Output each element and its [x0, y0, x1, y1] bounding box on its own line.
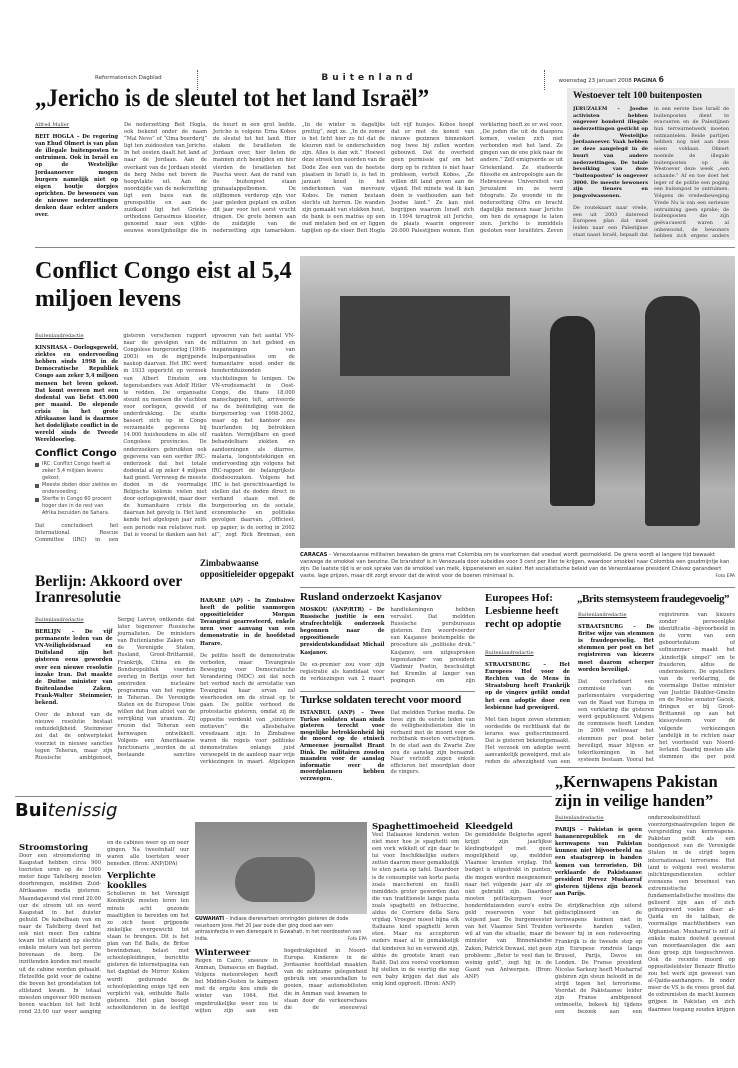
date-page — [392, 75, 664, 84]
headline-jericho: „Jericho is de sleutel tot het land Israël” — [35, 85, 430, 112]
article-lead: MOSKOU (ANP/RTR) – De Russische justitie is een strafrechtelijk onderzoek begonnen naar de oppositionele presidentskandidaat Michail Kasjanov. — [300, 607, 385, 656]
divider — [300, 691, 475, 692]
sidebar-headline: Westoever telt 100 buitenposten — [573, 91, 702, 101]
byline: Buitenlandredactie — [35, 333, 84, 339]
caption-place: CARACAS — [300, 552, 328, 558]
caption-caracas — [300, 552, 735, 580]
article-lead: BEIT HOGLA – De regering van Ehud Olmert is van plan de illegale buitenposten te ontruimen. Ook in Israël en op de Westelijke Jordaanoever mogen burgers namelijk niet op eigen houtje dorpjes oprichten. De bewoners van de nieuwe nederzettingen denken daar echter anders over. — [35, 134, 118, 219]
article-body: Dat concludeert een commissie van de parlementaire vergadering van de Raad van Europa in een verklaring die gisteren werd gepubliceerd. Volgens de commissie heeft Londen in 2006 weliswaar het stemmen per post beter beveiligd, maar blijven er tekortkomingen in het systeem bestaan. Vooral het registreren van kiezers zonder persoonlijke identificatie –bijvoorbeeld in de vorm van een geboortedatum of sofinummer– maakt het „kinderlijk simpel” om te frauderen, aldus de onderzoekers. De opstellers van de verklaring, de voormalige Duitse minister van Justitie Däubler-Gmelin en de Poolse senator Gacek, dringen er bij Groot-Brittannië op aan het kiessysteem voor de volgende verkiezingen landelijk in te richten naar het voorbeeld van Noord-Ierland. Daarbij moeten alle stemmen die per post — [578, 612, 735, 763]
divider — [15, 796, 552, 797]
item-title: Winterweer — [195, 948, 251, 958]
article-lead: STRAATSBURG – De Britse wijze van stemmen is fraudegevoelig. Het stemmen per post en het registreren van kiezers moet daarom scherper worden beveiligd. — [578, 624, 654, 673]
article-lead: STRAATSBURG – Het Europees Hof voor de Rechten van de Mens in Straatsburg heeft Frankrijk op de vingers getikt omdat het een adoptie door een lesbienne had geweigerd. — [485, 662, 570, 711]
headline-berlijn: Berlijn: Akkoord over Iranresolutie — [35, 573, 182, 607]
headline-turkse: Turkse soldaten terecht voor moord — [300, 694, 462, 706]
divider — [300, 587, 735, 588]
article-turkse — [300, 710, 475, 792]
article-lead: PARIJS – Pakistan is geen bananenrepubliek en de kernwapens van Pakistan kunnen niet bijvoorbeeld na een staatsgreep in handen komen van terroristen. Dit verklaarde de Pakistaanse president Pervez Musharraf gisteren tijdens zijn bezoek aan Parijs. — [555, 827, 642, 897]
article-jericho — [35, 122, 563, 238]
page-label: PAGINA — [633, 78, 657, 84]
byline: Buitenlandredactie — [35, 617, 84, 623]
article-zimbabwe — [200, 598, 295, 765]
article-lead: KINSHASA – Oorlogsgeweld, ziektes en ondervoeding hebben sinds 1998 in de Democratische Republiek Congo aan zeker 5,4 miljoen mensen het leven gekost. Dat komt overeen met een dodental van liefst 45.000 per maand. De slepende crisis in het grote Afrikaanse land is daarmee het dodelijkste conflict in de wereld sinds de Tweede Wereldoorlog. — [35, 345, 119, 444]
item-text: Door een stroomstoring in Kaapstad hebben circa 900 toeristen uren op de 1000 meter hoge Tafelberg moeten doorbrengen, meldden Zuid-Afrikaanse media gisteren. Maandagavond viel rond 20.00 uur de stroom uit en werd Kaapstad in het duister gehuld. De kabelbaan van en naar de Tafelberg deed het ook niet meer. Een cabine kwam tot stilstand op slechts enkele meters van het perron bovenaan de berg. De inzittenden konden met moeite uit de cabine worden gehaald. Hetzelfde gold voor de cabine die boven het grondstation tot stilstand kwam. In totaal moesten ongeveer 900 mensen boven wachten tot het licht rond 23.00 uur weer aanging en de cabines weer op en neer gingen. Na tweeënhalf uur waren alle toeristen weer beneden. (Bron: ANP/DPA) — [19, 840, 189, 1016]
caption-place: GUWAHATI — [195, 917, 225, 922]
article-brits — [578, 612, 735, 765]
date: woensdag 23 januari 2008 — [558, 78, 632, 84]
article-body: De nederzetting Beit Hogla, ook bekend onder de naam “Mal Nevo” of “Oma boerderij” ligt ten zuidoosten van Jericho. In het oosten daalt het land af naar de Jordaan. Aan de overkant van de Jordaan steekt de berg Nebo net boven de hoogvlakte uit. Aan de noordzijde van de nederzetting ligt een basis van de grenspolitie en aan de zuidkant ligt het Grieks-orthodoxe Gerasimus klooster, genoemd naar een vijfde-eeuwse woestijnheilige die in de buurt in een grot leefde. Jericho is volgens Erna Kobos de sleutel tot het land. Hier staken de Israëlieten de Jordaan over, hier lieten de mannen zich besnijden en hier vierden de Israëlieten het Pascha weer. Aan de rand van de buitenpost staan granaatappelbomen. De olijfbomen verderop zijn vier jaar geleden geplant en zullen dit jaar voor het eerst vrucht dragen. De grote bomen aan de zuidzijde van de nederzetting zijn tamarisken. „In de winter is dagelijks prettig”, zegt ze. „In de zomer is het licht hier zo fel dat de kleuren niet te onderscheiden zijn. Alles is dan wit.” Hoewel deze streek ten noorden van de Dode Zee een van de heetste plaatsen in Israël is, is het in januari koud in het onderkomen van mevrouw Kobos. De ramen bestaan slechts uit horren. De wanden zijn gemaakt van stukken hout, de bank is een matras op een oud metalen bed en er liggen tapijten op de vloer. Beit Hogla telt vijf huisjes. Kobos hoopt dat er met de komst van nieuwe gezinnen binnenkort nog twee bij zullen worden gebouwd. Dat de overheid geen permissie gaf om het dorp op te richten is niet haar probleem, vertelt Kobos. „Ze willen dit land geven aan de vijand. Het minste wat ik kan doen is vasthouden aan het Joodse land.” Ze kan niet begrijpen waarom Israël zich in 1994 terugtrok uit Jericho, de plaats waarin ongeveer 20.000 Palestijnen wonen. Een verklaring heeft ze er wel voor. „De joden die uit de diaspora komen, voelen zich niet verbonden met het land. Ze gingen van de ene plek naar de andere.” Zelf emigreerde ze uit Griekenland. Ze studeerde filosofie en antropologie aan de Hebreeuwse Universiteit van Jeruzalem en ze werd fotografe. Ze woonde in de nederzetting Ofra en bracht dagelijks mensen naar Jericho om hen de synagoge te laten zien. Jericho is inmiddels gesloten voor Israëliërs. Zeven — [124, 122, 563, 235]
section-logo-buitenissig — [15, 800, 117, 821]
item-title: Kleedgeld — [465, 822, 513, 832]
headline-brits: „Brits stemsysteem fraudegevoelig” — [577, 593, 730, 605]
byline: Buitenlandredactie — [555, 815, 604, 821]
article-kernwapens — [555, 815, 735, 1018]
article-lead: BERLIJN – De vijf permanente leden van de VN-Veiligheidsraad en Duitsland zijn het gisteren eens geworden over een nieuwe resolutie inzake Iran. Dat maakte de Duitse minister van Buitenlandse Zaken, Frank-Walter Steinmeier, bekend. — [35, 629, 113, 707]
headline-europees-hof: Europees Hof: Lesbienne heeft recht op adoptie — [485, 592, 562, 630]
logo-bold: Bui — [15, 800, 48, 821]
photo-rhino — [195, 822, 367, 914]
article-lead: HARARE (AP) – In Zimbabwe heeft de politie vanmorgen oppositieleider Morgan Tsvangirai gearresteerd, enkele uren voor aanvang van een demonstratie in de hoofdstad Harare. — [200, 598, 295, 647]
factbox-item: IRC: Conflict Congo heeft al zeker 5,4 miljoen levens gekost. — [35, 461, 118, 482]
section-title: Buitenland — [321, 73, 417, 83]
article-body: Dat meldden Turkse media. De twee zijn de eerste leden van de veiligheidsdiensten die in verband met de moord voor de rechtbank moeten verschijnen. In de stad aan de Zwarte Zee zou de aanslag zijn beraamd. Naar verluidt zagen enkele officieren het moordplan door de vingers. — [390, 710, 475, 776]
factbox-item: Meeste doden door ziektes en ondervoeding. — [35, 482, 118, 496]
article-rusland — [300, 607, 475, 687]
photo-venezuela-border — [300, 256, 735, 548]
article-body: De strijdkrachten zijn uiterst gedisciplineerd en de kernwapens kunnen niet in verkeerde handen vallen, beweer hij in een redevoering. Frankrijk is de tweede stop op zijn Europese rondreis langs Brussel, Parijs, Davos en Londen. De Franse president Nicolas Sarkozy heeft Musharraf gisteren zijn steun beloofd in de strijd tegen het terrorisme. Voordat de Pakistaanse leider zijn Franse ambtgenoot ontmoette, bekeek hij tijdens een bezoek aan een onderzoeksinstituut voorzorgsmaatregelen tegen de verspreiding van kernwapens. Pakistan geldt als een bondgenoot van de Verenigde Staten in de strijd tegen internationaal terrorisme. Het land is volgens veel westerse inlichtingendiensten echter eveneens een broeinest van extremistische fundamentalistische moslims die gelieerd zijn aan of zich geïnspireerd voelen door al-Qaida en de taliban, de voormalige machthebbers van Afghanistan. Musharraf is zelf al enkele malen doelwit geweest van moordaanslagen die aan deze groep zijn toegeschreven. Ook de recente moord op oppositieleidster Benazir Bhutto zou het werk zijn geweest van al-Qaida-aanhangers. In onder meer de VS is de vrees groot dat de extremisten de macht kunnen grijpen in Pakistan en zich daarmee toegang zouden krijgen — [555, 815, 735, 1016]
article-congo — [35, 333, 295, 545]
page-number: 6 — [658, 75, 664, 84]
sidebar-westoever — [567, 88, 735, 240]
rhino-shape — [235, 857, 315, 902]
article-berlijn — [35, 617, 195, 765]
caption-guwahati — [195, 917, 367, 943]
soldier-shape — [645, 296, 700, 526]
article-body: Dat concludeert het International Rescue Committee (IRC) in een gisteren verschenen rapport naar de gevolgen van de Congolese burgeroorlog (1998-2003) en de ingrijpende naskop daarvan. Het IRC werd in 1933 opgericht op verzoek van Albert Einstein om tegenstanders van Adolf Hitler te redden. De organisatie steunt nu mensen die vluchten voor oorlogen, geweld of onderdrukking. De studie baseert zich op in Congo verzamelde gegevens bij 14.000 huishoudens in alle elf Congolese provincies. De onderzoekers gebruikten ook gegevens van een eerder IRC-onderzoek dat het totale dodental al op zeker 4 miljoen had gezet. Verreweg de meeste doden in de voormalige Belgische kolonie vielen niet door oorlogsgeweld, maar door de humanitaire crisis die daarvan het gevolg is. Het land kende het afgelopen jaar zelfs een periode van relatieve rust. Dat is vooral te danken aan het opvoeren van het aantal VN-militairen in het gebied en inspanningen van hulporganisaties om de humanitaire nood onder de honderdduizenden vluchtelingen te lenigen. De VN-vredesmacht in Oost-Congo, die thans 18.000 manschappen telt, arriveerde na de beëindiging van de burgeroorlog van 1998-2002, waar op het kantoor zes buurlanden bij betrokken raakten. Vermijdbare en goed behandelbare ziekten en aandoeningen als diarree, malaria, longontstekingen en ondervoeding zijn volgens het IRC-rapport de belangrijkste doodsoorzaken. Volgens het IRC is het gerechtvaardigd te stellen dat de doden direct in verband staan met de burgeroorlog en de sociale, economische en politieke gevolgen daarvan. „Officieel, op papier, is de oorlog in 2002 af”, zegt Rick Brennan, een — [35, 333, 295, 543]
article-body: De ex-premier zou voor zijn registratie als kandidaat voor de verkiezingen van 2 maart handtekeningen hebben vervalst. Dat meldden Russische persbureaus gisteren. Een woordvoerder van Kasjanov bestempelde de procedure als „politieke druk.” Kasjanov, een uitgesproken tegenstander van president Vladimir Poetin, beschuldigt het Kremlin al langer van pogingen om zijn — [300, 607, 475, 684]
caption-text: – Venezolaanse militairen bewaken de grens met Colombia om te voorkomen dat voedsel wordt gesmokkeld. De grens wordt al langere tijd bewaakt vanwege de smokkel van benzine. De brandstof is in Venezuela door subsidies voor 3 cent per liter te krijgen, waardoor smokkel naar Colombia een goudmijntje kan zijn. De laatste tijd is er ook sprake van de smokkel van melk, kippeneieren en suiker. Het socialistische beleid van de Venezolaanse president Chávez garandeert vaste, lage prijzen, maar dit zorgt ervoor dat de winst voor de boeren minimaal is. — [300, 552, 730, 580]
item-text: De gemiddelde Belgische agent krijgt zijn jaarlijkse kledingbudget met geen mogelijkheid op, meldden Vlaamse kranten vrijdag. Het budget is uitgedrukt in punten, die mogen worden meegenomen naar het volgende jaar als ze niet gebruikt zijn. Daardoor moeten politiekorpsen voor honderdduizenden euro's extra geld reserveren voor het volgend jaar. De burgemeester van het Vlaamse Sint Truiden wil af van die situatie, maar de minister van Binnenlandse Zaken, Patrick Dewael, ziet geen probleem: „Beter te veel dan te weinig geld”, zegt hij in de Gazet van Antwerpen. (Bron: ANP) — [465, 832, 552, 980]
factbox-title: Conflict Congo — [35, 448, 117, 460]
divider — [555, 767, 735, 768]
truck-shape — [340, 296, 510, 376]
buitenissig-column-far — [372, 822, 552, 1018]
factbox-item: Sterfte in Congo 60 procent hoger dan in de rest van Afrika bezuiden de Sahara. — [35, 496, 118, 517]
photo-credit: Foto EPA — [347, 936, 367, 942]
article-lead: ISTANBUL (ANP) – Twee Turkse soldaten staan sinds gisteren terecht voor mogelijke betrokkenheid bij de moord op de etnisch Armeense journalist Hrant Dink. De militairen zouden maanden voor de aanslag informatie over de moordplannen hebben verzwegen. — [300, 710, 385, 782]
item-title: Verplichte kooklles — [107, 871, 156, 892]
headline-kernwapens: „Kernwapens Pakistan zijn in veilige handen” — [555, 772, 718, 810]
caption-text: – Indiase dierenartsen omringden gisteren de dode neushoorn Jone. Het 20 jaar oude dier ging dood aan een antraxinfectie in een dierenpark in Guwahati, in het noordoosten van India. — [195, 917, 362, 942]
factbox-congo — [35, 450, 118, 516]
article-body: De politie heeft de demonstratie verboden, maar Tsvangirais Beweging voor Democratische Verandering (MDC) zei dat noch het verbod noch de arrestatie van Tsvangirai haar ervan zal weerhouden om de straat op te gaan. De politie verbood de protestactie gisteren, omdat zij de oppositie verdenkt van „sinistere motieven” die allesbehalve vreedzaam zijn. In Zimbabwe waren de regels voor politieke demonstraties onlangs juist versoepeld in de aanloop naar vrije verkiezingen in maart. Afgelopen — [200, 652, 295, 765]
article-body: Over de inhoud van de nieuwe resolutie bestaat onduidelijkheid. Steinmeier zei dat de ontwerptekst voorziet in nieuwe sancties tegen Teheran, maar zijn Russische ambtgenoot, Sergej Lavrov, ontkende dat later tegenover Russische journalisten. De ministers van Buitenlandse Zaken van de Verenigde Staten, Rusland, Groot-Brittannië, Frankrijk, China en de Bondsrepubliek voerden overleg in Berlijn over het omstreden nucleaire programma van het regime in Teheran. De Verenigde Staten en de Europese Unie willen dat Iran afziet van de verrijking van uranium. Zij vrezen dat Teheran een kernwapen ontwikkelt. Volgens een Amerikaanse functionaris „worden de al bestaande sancties — [35, 617, 195, 761]
buitenissig-column-left — [19, 840, 189, 1018]
buitenissig-column-right — [195, 948, 367, 1018]
sidebar-lead: JERUZALEM – Joodse activisten hebben ongeveer honderd illegale nederzettingen gesticht op de Westelijke Jordaanoever. Vaak hebben ze deze aangelegd in de buurt van andere nederzettingen. De totale bevolking van deze “buitenposten” is ongeveer 3000. De meeste bewoners zijn tieners en jongvolwassenen. — [573, 105, 648, 200]
item-title: Stroomstoring — [19, 843, 89, 853]
item-text: Scholieren in het Verenigd Koninkrijk moeten leren ten minste acht gezonde maaltijden te bereiden om het zo zich heen grijpende ziekelijke overgewicht tot staan te brengen. Dit is het plan van Ed Balls, de Britse bewindsman, belast met schoolopleidingen, berichtte gisteren de internetpagina van het dagblad de Mirror. Koken wordt gedurende de schoolopleiding enige tijd een verplicht vak, onthulde Balls gisteren. Het plan beoogt schoolkinderen in de leeftijd — [107, 891, 189, 1011]
byline: Buitenlandredactie — [578, 612, 627, 618]
newspaper-name: Reformatorisch Dagblad — [95, 75, 162, 81]
soldier-shape — [550, 316, 595, 506]
headline-zimbabwe: Zimbabwaanse oppositieleider opgepakt — [200, 558, 295, 579]
headline-rusland: Rusland onderzoekt Kasjanov — [300, 591, 442, 603]
divider — [35, 247, 735, 248]
byline: Alfred Muller — [35, 122, 70, 128]
item-text: Regen in Cairo, sneeuw in Amman, Damascus en Bagdad. Volgens meteorologen heeft het Midden-Oosten te kampen met de ergste kou sinds de winter van 1964. Het ongebruikelijke weer zou te wijten zijn aan een hogedrukgebied in Noord-Europa. Kinderen in de Jordaanse hoofdstad maakten van de zeldzame gelegenheid gebruik om sneeuwballen te gooien, maar automobilisten die in Amman vast kwamen te staan door de verkeerschaos die de sneeuwval — [195, 948, 367, 1014]
article-europees-hof — [485, 650, 570, 765]
sidebar-body: De routekaart naar vrede, een uit 2003 daterend Europees plan dat moet leiden naar een Palestijnse staat naast Israël, bepaalt dat in een eerste fase Israël de buitenposten dient te evacueren en de Palestijnen hun terreurnetwerk moeten ontmantelen. Beide partijen hebben nog niet aan deze eisen voldaan. Olmert noemde de illegale buitenposten op de Westoever deze week „een schande.” Af en toe doet het leger of de politie een poging een buitenpost te ontruimen. Volgens de vredesbeweging Vrede Nu is van een serieuze ontruiming geen sprake; de buitenposten die zijn geëvacueerd waren al onbewoond, de bewoners hebben zich ergens anders — [573, 105, 729, 240]
byline: Buitenlandredactie — [485, 650, 534, 656]
logo-rest: tenissig — [47, 800, 118, 821]
item-text: Veel Italiaanse kinderen weten niet meer hoe je spaghetti om een vork wikkelt of zijn daar te lui voor. Inschikkelijke ouders zetten daarom meer gemakkelijk te eten pasta op tafel. Daardoor is de consumptie van korte pasta zoals maccheroni en fusilli inmiddels groter geworden dan die van traditionele lange pasta zoals spaghetti en fettuccine, aldus de Corriere della Sera vrijdag. Vroeger moest bijna elk Italiaans kind spaghetti leren eten. Maar nu accepteren ouders maar al te gemakkelijk dat kinderen lui en verwend zijn, aldus de grootste krant van Italië. Dat zou vooral voorkomen bij stellen in de veertig die nog een baby krijgen dat dan als enig kind opgroeit. (Bron: ANP) — [372, 832, 459, 987]
item-title: Spaghettimoeheid — [372, 822, 460, 832]
photo-credit: Foto EPA — [715, 574, 735, 580]
article-body: Met tien tegen zeven stemmen oordeelde de rechtbank dat de lerares was gediscrimineerd. Dat is gisteren bekendgemaakt. Het verzoek om adoptie werd aanvankelijk geweigerd, met als reden de afwezigheid van een — [485, 716, 570, 765]
headline-congo: Conflict Congo eist al 5,4 miljoen levens — [35, 258, 292, 312]
